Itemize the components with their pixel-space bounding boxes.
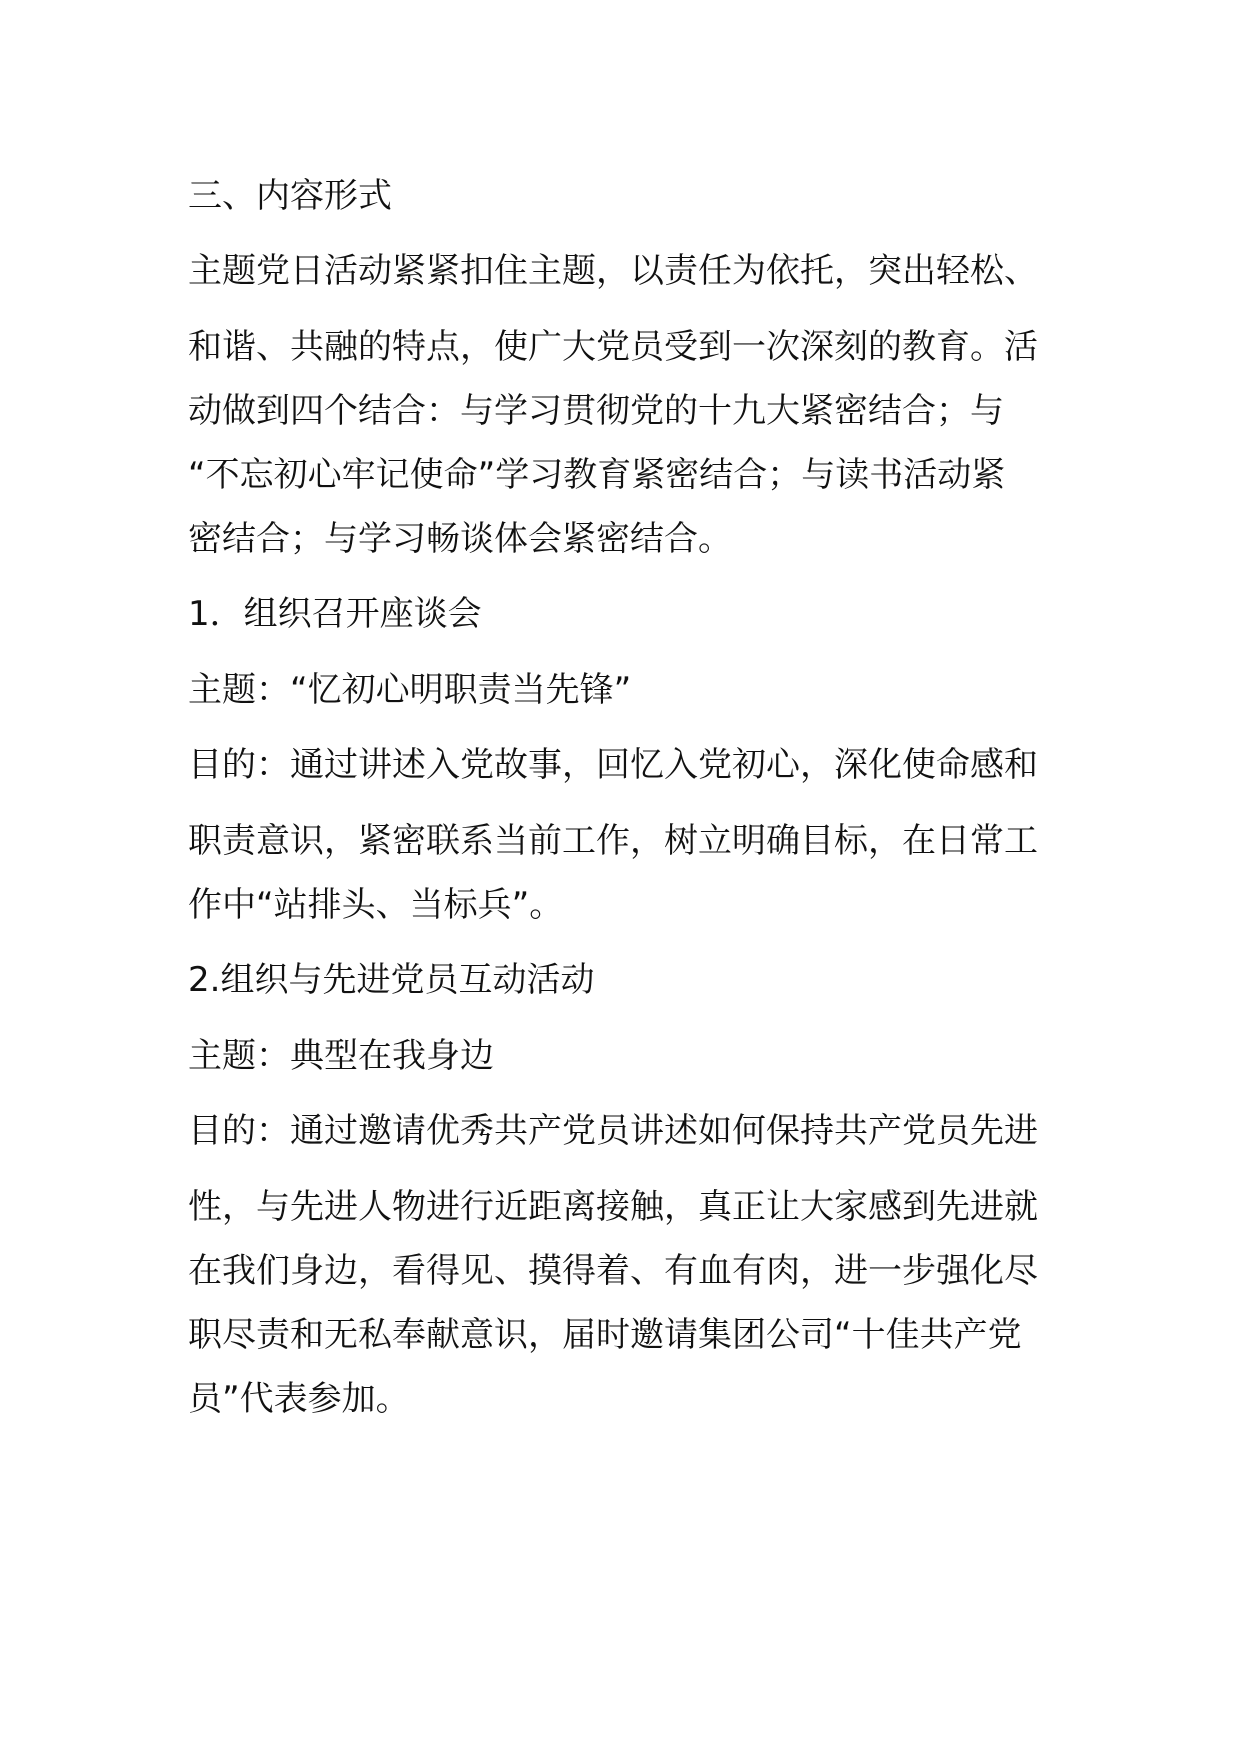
paragraph-line: 职尽责和无私奉献意识，届时邀请集团公司“十佳共产党 [188,1315,1022,1355]
paragraph-line: 员”代表参加。 [188,1379,410,1419]
section-heading: 三、内容形式 [188,176,392,216]
paragraph-line: 作中“站排头、当标兵”。 [188,885,564,925]
paragraph-line: 目的：通过邀请优秀共产党员讲述如何保持共产党员先进 [188,1111,1038,1151]
theme-line: 主题：典型在我身边 [188,1036,494,1076]
paragraph-line: 动做到四个结合：与学习贯彻党的十九大紧密结合；与 [188,391,1004,431]
paragraph-line: 目的：通过讲述入党故事，回忆入党初心，深化使命感和 [188,745,1038,785]
paragraph-line: 主题党日活动紧紧扣住主题，以责任为依托，突出轻松、 [188,251,1038,291]
subheading: 1．组织召开座谈会 [188,594,482,634]
paragraph-line: 在我们身边，看得见、摸得着、有血有肉，进一步强化尽 [188,1251,1038,1291]
paragraph-line: 密结合；与学习畅谈体会紧密结合。 [188,519,732,559]
paragraph-line: 和谐、共融的特点，使广大党员受到一次深刻的教育。活 [188,327,1038,367]
paragraph-line: 性，与先进人物进行近距离接触，真正让大家感到先进就 [188,1187,1038,1227]
paragraph-line: 职责意识，紧密联系当前工作，树立明确目标，在日常工 [188,821,1038,861]
paragraph-line: “不忘初心牢记使命”学习教育紧密结合；与读书活动紧 [188,455,1006,495]
subheading: 2.组织与先进党员互动活动 [188,960,595,1000]
theme-line: 主题：“忆初心明职责当先锋” [188,670,632,710]
